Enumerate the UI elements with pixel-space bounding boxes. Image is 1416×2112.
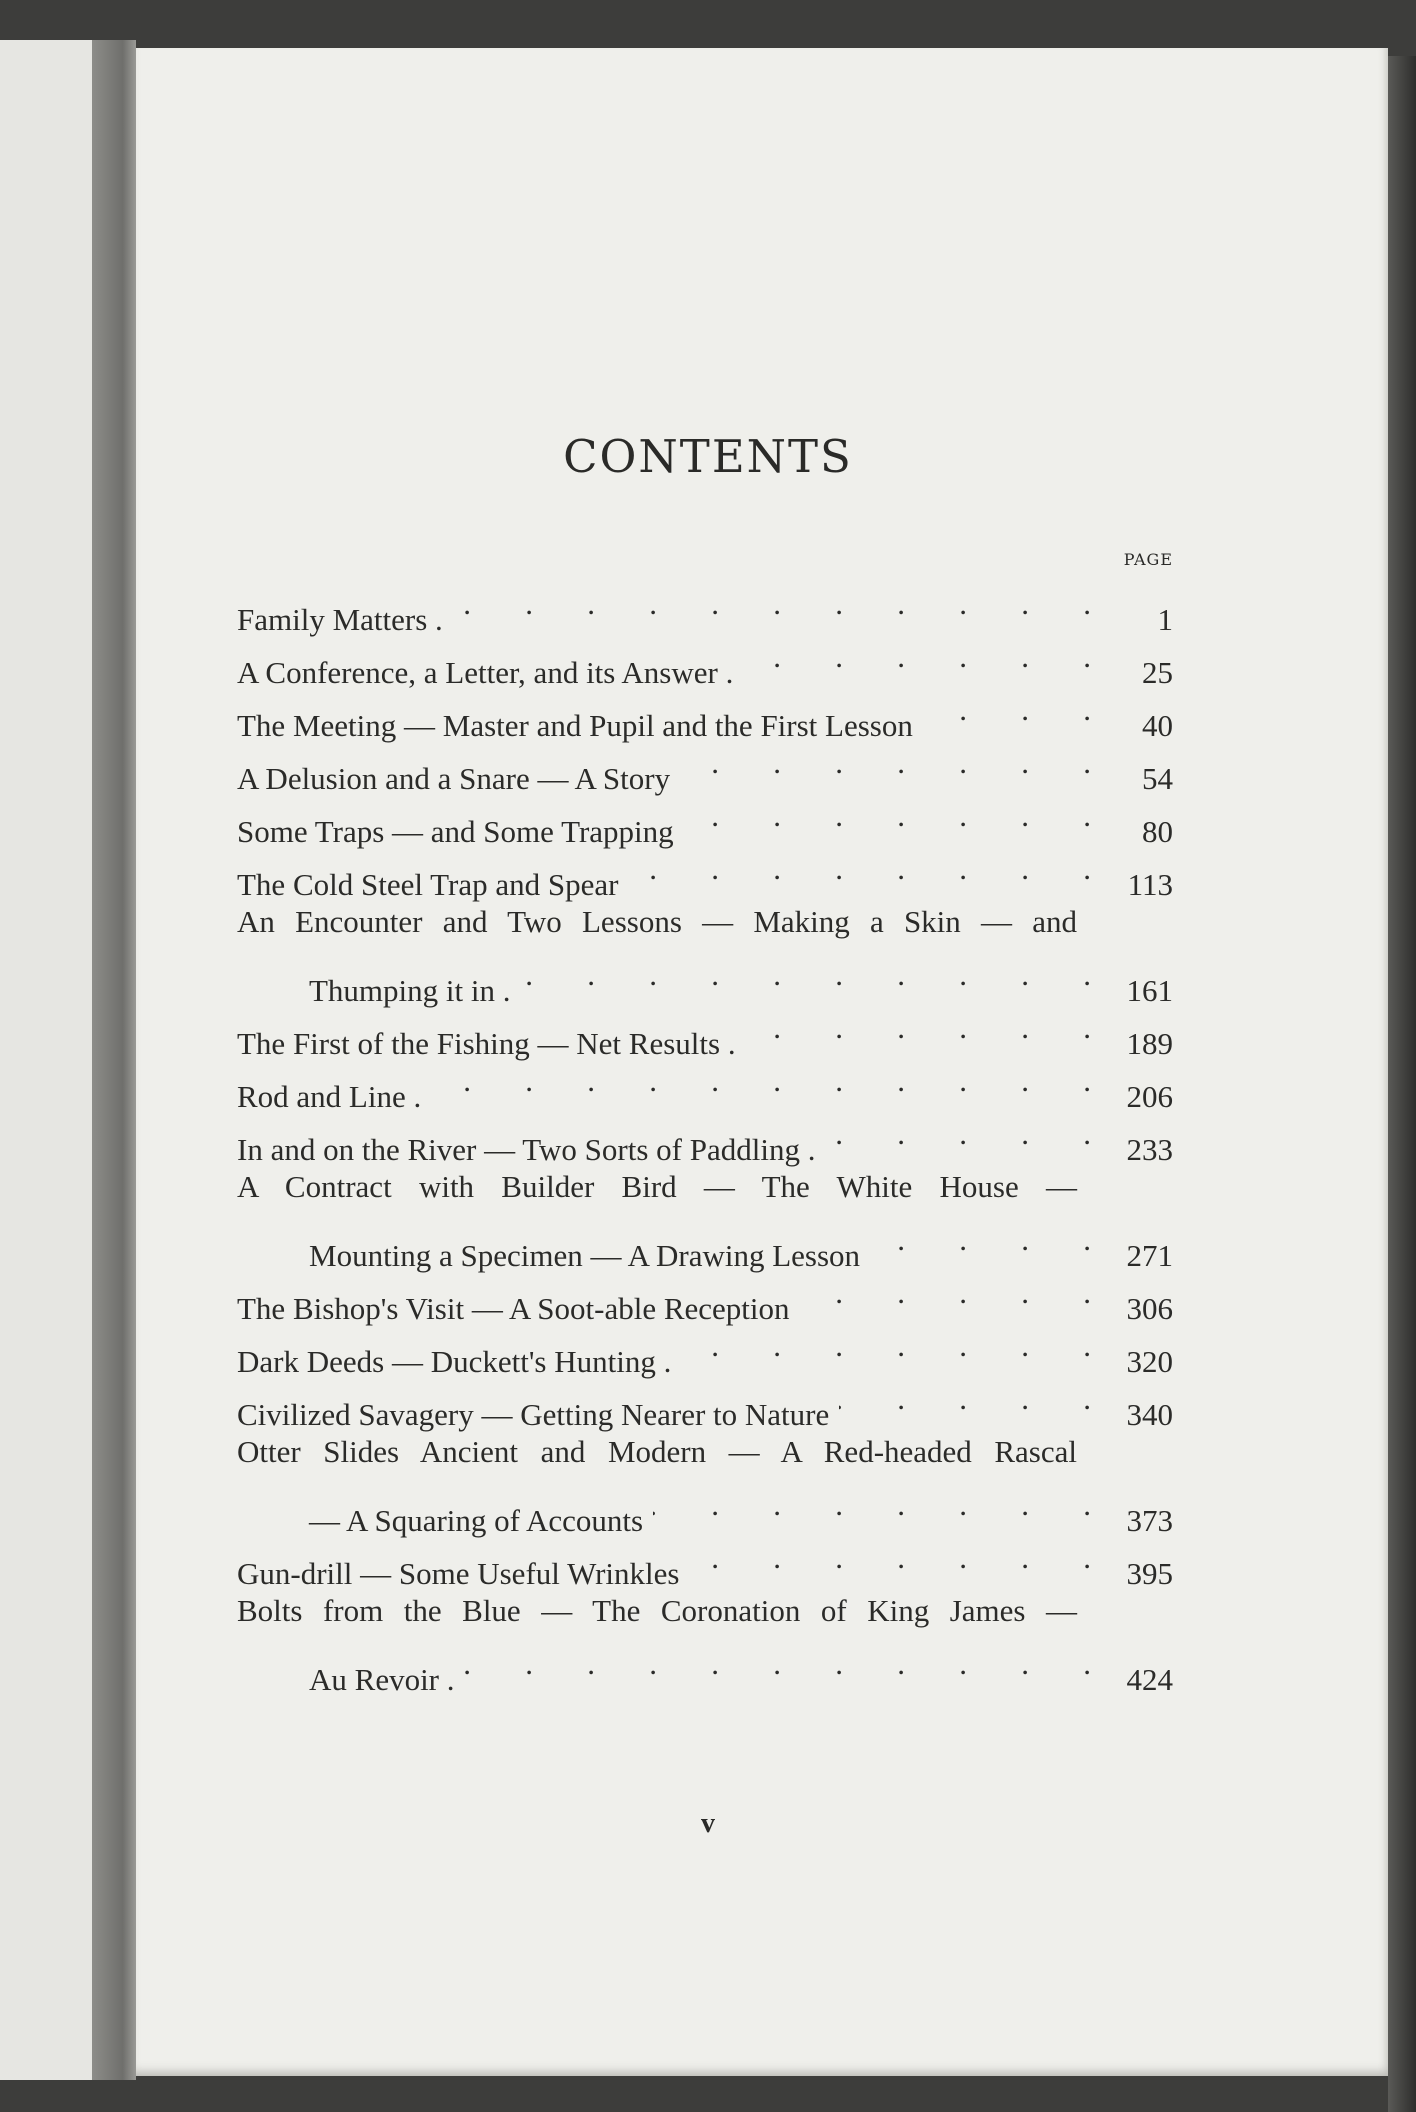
toc-entry-page-number: 161 xyxy=(1126,973,1173,1008)
leader-dots xyxy=(521,948,1092,1001)
toc-entry-title: Dark Deeds — Duckett's Hunting . xyxy=(237,1344,672,1379)
toc-entry-page-number: 113 xyxy=(1127,867,1173,902)
toc-entry-page-number: 306 xyxy=(1126,1291,1173,1326)
leader-dots xyxy=(689,1531,1091,1584)
leader-dots xyxy=(684,789,1091,842)
toc-entry-title: Civilized Savagery — Getting Nearer to Nature xyxy=(237,1397,830,1432)
toc-entry-title: Family Matters . xyxy=(237,602,443,637)
leader-dots xyxy=(465,1637,1091,1690)
toc-entry-title: A Contract with Builder Bird — The White House — xyxy=(237,1169,1077,1204)
toc-entry-page-number: 189 xyxy=(1126,1026,1173,1061)
toc-entry-page-number: 233 xyxy=(1126,1132,1173,1167)
toc-entry-page-number: 271 xyxy=(1126,1238,1173,1273)
toc-entry-title: Some Traps — and Some Trapping xyxy=(237,814,674,849)
gutter-shadow xyxy=(92,40,136,2080)
toc-entry-title: Gun-drill — Some Useful Wrinkles xyxy=(237,1556,680,1591)
toc-entry-page-number: 80 xyxy=(1142,814,1173,849)
toc-entry-title: Mounting a Specimen — A Drawing Lesson xyxy=(309,1238,861,1273)
leader-dots xyxy=(839,1372,1091,1425)
toc-entry[interactable] xyxy=(237,1584,1173,1697)
leader-dots xyxy=(628,842,1091,895)
leader-dots xyxy=(870,1213,1091,1266)
leader-dots xyxy=(431,1054,1091,1107)
page-title: CONTENTS xyxy=(563,430,853,483)
leader-dots xyxy=(743,630,1091,683)
toc-entry-title: The Cold Steel Trap and Spear xyxy=(237,867,619,902)
leader-dots xyxy=(923,683,1091,736)
page-column-label: PAGE xyxy=(1123,550,1173,569)
toc-entry-page-number: 25 xyxy=(1142,655,1173,690)
page-edge-shadow xyxy=(1388,56,1416,2112)
toc-entry-title: Rod and Line . xyxy=(237,1079,422,1114)
toc-entry-title: Otter Slides Ancient and Modern — A Red-headed Rascal xyxy=(237,1434,1077,1469)
toc-entry-page-number: 1 xyxy=(1157,602,1173,637)
toc-entry-title: A Delusion and a Snare — A Story xyxy=(237,761,671,796)
table-of-contents xyxy=(237,577,1173,1697)
page-folio: v xyxy=(701,1808,715,1839)
leader-dots xyxy=(680,736,1091,789)
toc-entry-title: Thumping it in . xyxy=(309,973,511,1008)
leader-dots xyxy=(681,1319,1091,1372)
toc-entry-title: — A Squaring of Accounts xyxy=(309,1503,644,1538)
toc-entry-page-number: 340 xyxy=(1126,1397,1173,1432)
toc-entry-title: An Encounter and Two Lessons — Making a Skin — and xyxy=(237,904,1077,939)
toc-entry[interactable] xyxy=(237,895,1173,1008)
leader-dots xyxy=(746,1001,1091,1054)
toc-entry-page-number: 424 xyxy=(1126,1662,1173,1697)
leader-dots xyxy=(800,1266,1091,1319)
toc-entry-title: In and on the River — Two Sorts of Paddling . xyxy=(237,1132,816,1167)
toc-entry-title: Bolts from the Blue — The Coronation of King James — xyxy=(237,1593,1077,1628)
toc-entry-page-number: 40 xyxy=(1142,708,1173,743)
toc-entry-page-number: 320 xyxy=(1126,1344,1173,1379)
toc-entry[interactable] xyxy=(237,577,1173,637)
toc-entry-title: The Meeting — Master and Pupil and the First Lesson xyxy=(237,708,913,743)
toc-entry-title: Au Revoir . xyxy=(309,1662,455,1697)
toc-entry-title: A Conference, a Letter, and its Answer . xyxy=(237,655,734,690)
leader-dots xyxy=(653,1478,1091,1531)
toc-entry-title: The First of the Fishing — Net Results . xyxy=(237,1026,736,1061)
facing-page-edge xyxy=(0,40,92,2080)
toc-entry[interactable] xyxy=(237,1160,1173,1273)
toc-entry-page-number: 54 xyxy=(1142,761,1173,796)
leader-dots xyxy=(453,577,1091,630)
toc-entry-page-number: 373 xyxy=(1126,1503,1173,1538)
toc-entry-page-number: 206 xyxy=(1126,1079,1173,1114)
toc-entry-title: The Bishop's Visit — A Soot-able Reception xyxy=(237,1291,790,1326)
leader-dots xyxy=(825,1107,1091,1160)
toc-entry[interactable] xyxy=(237,1425,1173,1538)
toc-entry-page-number: 395 xyxy=(1126,1556,1173,1591)
